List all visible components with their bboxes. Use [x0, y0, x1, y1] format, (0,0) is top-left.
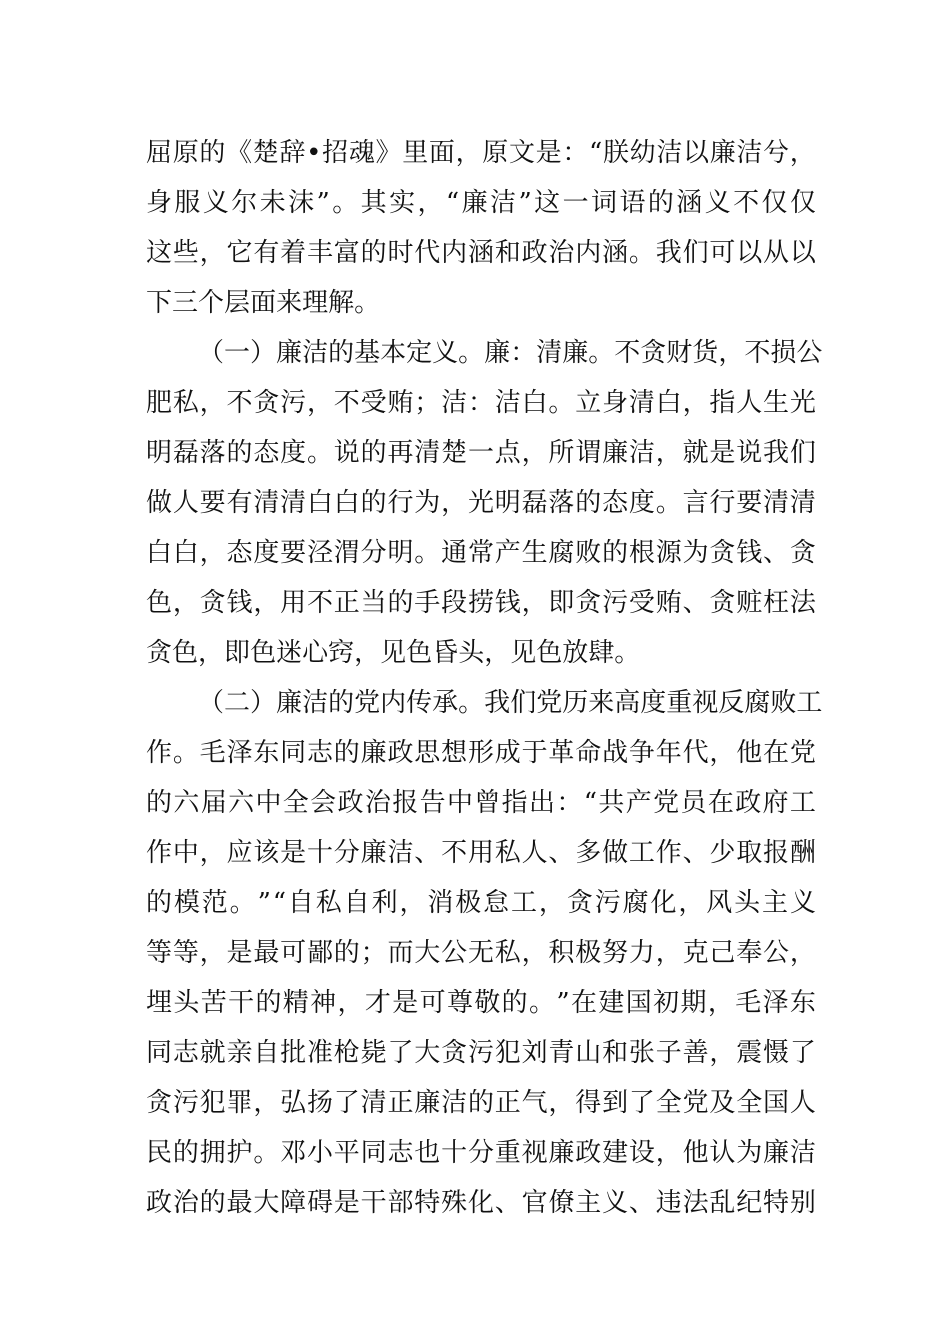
text-line: 的 模 范 。 ” “ 自 私 自 利 ， 消 极 怠 工 ， 贪 污 腐 化 ， 风 头 主 义: [146, 888, 816, 918]
text-line: 屈 原 的 《 楚 辞 • 招 魂 》 里 面 ， 原 文 是 ： “ 朕 幼 洁 以 廉 洁 兮 ，: [146, 138, 816, 168]
text-line: （ 二 ） 廉 洁 的 党 内 传 承 。 我 们 党 历 来 高 度 重 视 反 腐 败 工: [198, 688, 823, 718]
text-line: 色 ， 贪 钱 ， 用 不 正 当 的 手 段 捞 钱 ， 即 贪 污 受 贿 、 贪 赃 枉 法: [146, 588, 816, 618]
text-line: 贪 色 ， 即 色 迷 心 窍 ， 见 色 昏 头 ， 见 色 放 肆 。: [146, 638, 641, 668]
text-line: 同 志 就 亲 自 批 准 枪 毙 了 大 贪 污 犯 刘 青 山 和 张 子 善 ， 震 慑 了: [146, 1038, 816, 1068]
text-line: 肥 私 ， 不 贪 污 ， 不 受 贿 ； 洁 ： 洁 白 。 立 身 清 白 ， 指 人 生 光: [146, 388, 816, 418]
body-text: [146, 128, 823, 1228]
text-line: 白 白 ， 态 度 要 泾 渭 分 明 。 通 常 产 生 腐 败 的 根 源 为 贪 钱 、 贪: [146, 538, 816, 568]
text-line: 明 磊 落 的 态 度 。 说 的 再 清 楚 一 点 ， 所 谓 廉 洁 ， 就 是 说 我 们: [146, 438, 816, 468]
text-line: 等 等 ， 是 最 可 鄙 的 ； 而 大 公 无 私 ， 积 极 努 力 ， 克 己 奉 公 ，: [146, 938, 816, 968]
text-line: 民 的 拥 护 。 邓 小 平 同 志 也 十 分 重 视 廉 政 建 设 ， 他 认 为 廉 洁: [146, 1138, 816, 1168]
text-line: 身 服 义 尔 未 沫 ” 。 其 实 ， “ 廉 洁 ” 这 一 词 语 的 涵 义 不 仅 仅: [146, 188, 816, 218]
text-line: 作 。 毛 泽 东 同 志 的 廉 政 思 想 形 成 于 革 命 战 争 年 代 ， 他 在 党: [146, 738, 816, 768]
text-line: 做 人 要 有 清 清 白 白 的 行 为 ， 光 明 磊 落 的 态 度 。 言 行 要 清 清: [146, 488, 816, 518]
text-line: 的 六 届 六 中 全 会 政 治 报 告 中 曾 指 出 ： “ 共 产 党 员 在 政 府 工: [146, 788, 816, 818]
text-line: 政 治 的 最 大 障 碍 是 干 部 特 殊 化 、 官 僚 主 义 、 违 法 乱 纪 特 别: [146, 1188, 816, 1218]
text-line: 这 些 ， 它 有 着 丰 富 的 时 代 内 涵 和 政 治 内 涵 。 我 们 可 以 从 以: [146, 238, 816, 268]
text-line: （ 一 ） 廉 洁 的 基 本 定 义 。 廉 ： 清 廉 。 不 贪 财 货 ， 不 损 公: [198, 338, 823, 368]
text-line: 作 中 ， 应 该 是 十 分 廉 洁 、 不 用 私 人 、 多 做 工 作 、 少 取 报 酬: [146, 838, 816, 868]
text-line: 贪 污 犯 罪 ， 弘 扬 了 清 正 廉 洁 的 正 气 ， 得 到 了 全 党 及 全 国 人: [146, 1088, 816, 1118]
text-line: 埋 头 苦 干 的 精 神 ， 才 是 可 尊 敬 的 。 ” 在 建 国 初 期 ， 毛 泽 东: [146, 988, 816, 1018]
text-line: 下 三 个 层 面 来 理 解 。: [146, 288, 381, 318]
